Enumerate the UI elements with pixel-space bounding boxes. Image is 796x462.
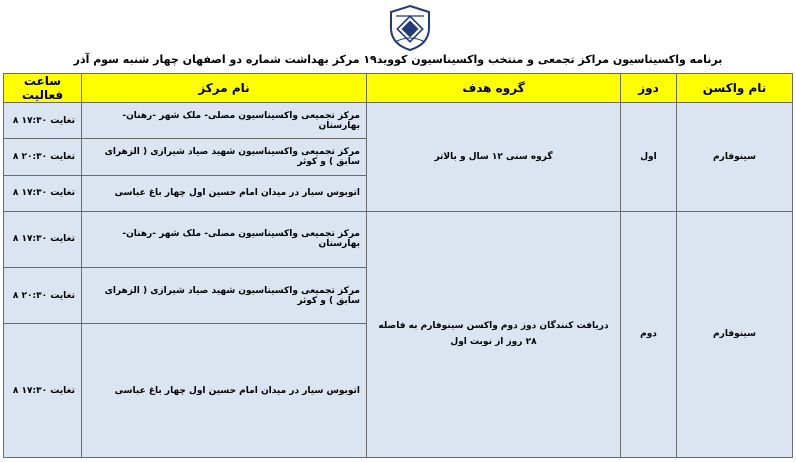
center-cell: مرکز تجمیعی واکسیناسیون شهید صیاد شیرازی ( الزهرای سابق ) و کوثر [82,139,367,175]
hours-cell: ۸ تغایت ۱۷:۳۰ [4,103,82,139]
dose-cell: اول [621,103,677,212]
hours-cell: ۸ تغایت ۲۰:۳۰ [4,267,82,323]
header-activity-hours: ساعت فعالیت [4,74,82,103]
page-title: برنامه واکسیناسیون مراکز تجمعی و منتخب واکسیناسیون کووید۱۹ مرکز بهداشت شماره دو اصفهان چهار شنبه سوم آذر [73,53,723,66]
dose-cell: دوم [621,211,677,457]
hours-cell: ۸ تغایت ۱۷:۳۰ [4,324,82,458]
center-cell: مرکز تجمیعی واکسیناسیون شهید صیاد شیرازی ( الزهرای سابق ) و کوثر [82,267,367,323]
header-target-group: گروه هدف [367,74,621,103]
vaccination-schedule-table [3,73,793,458]
center-cell: اتوبوس سیار در میدان امام حسین اول چهار باغ عباسی [82,324,367,458]
header-vaccine-name: نام واکسن [677,74,793,103]
table-row [4,211,793,267]
center-cell: مرکز تجمیعی واکسیناسیون مصلی- ملک شهر -رهنان- بهارستان [82,103,367,139]
hours-cell: ۸ تغایت ۲۰:۳۰ [4,139,82,175]
center-cell: مرکز تجمیعی واکسیناسیون مصلی- ملک شهر -رهنان- بهارستان [82,211,367,267]
center-cell: اتوبوس سیار در میدان امام حسین اول چهار باغ عباسی [82,175,367,211]
university-crest-icon [387,4,433,52]
table-row [4,103,793,139]
target-group-cell: دریافت کنندگان دوز دوم واکسن سینوفارم به فاصله ۲۸ روز از نوبت اول [367,211,621,457]
target-group-cell: گروه سنی ۱۲ سال و بالاتر [367,103,621,212]
vaccine-cell: سینوفارم [677,103,793,212]
hours-cell: ۸ تغایت ۱۷:۳۰ [4,211,82,267]
hours-cell: ۸ تغایت ۱۷:۳۰ [4,175,82,211]
table-header-row [4,74,793,103]
vaccine-cell: سینوفارم [677,211,793,457]
header-center-name: نام مرکز [82,74,367,103]
header-dose: دوز [621,74,677,103]
